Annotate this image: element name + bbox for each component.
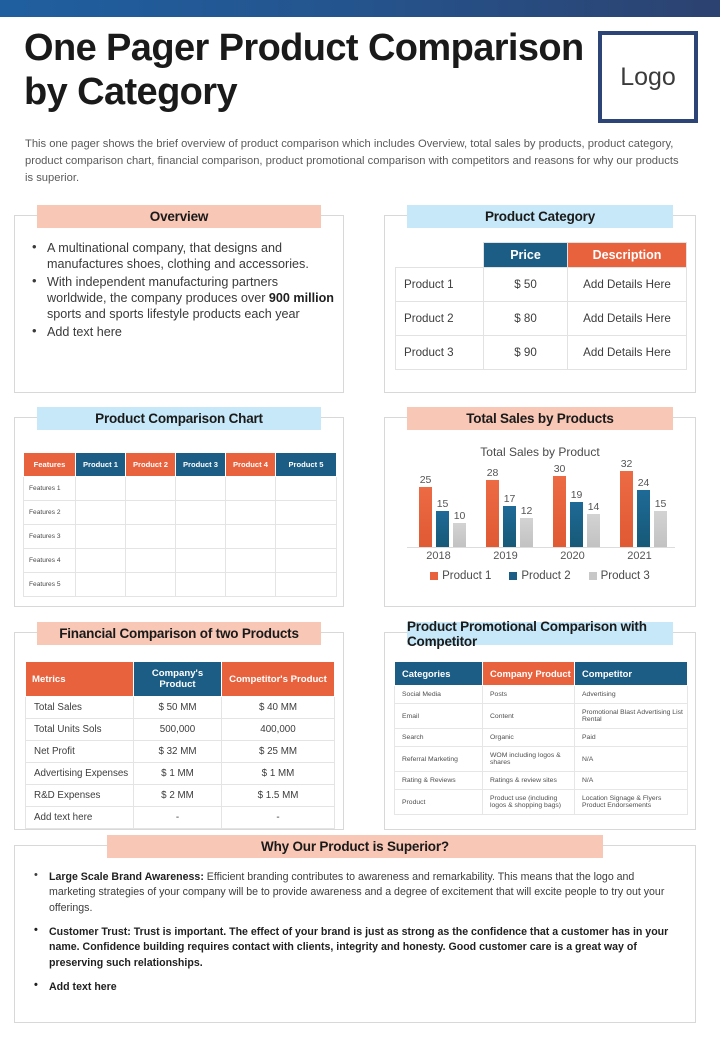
bar-product-1 <box>620 458 633 547</box>
bar-product-2 <box>637 477 650 547</box>
cell-category: Email <box>395 704 483 729</box>
bar-product-1 <box>486 467 499 547</box>
table-row <box>396 302 687 336</box>
cell-metric: Advertising Expenses <box>26 763 134 785</box>
header-cell-categories: Categories <box>395 662 483 686</box>
cell-metric: Total Sales <box>26 697 134 719</box>
cell-feature-label: Features 1 <box>24 477 76 501</box>
bar-value-label: 14 <box>587 501 600 513</box>
cell-empty <box>176 549 226 573</box>
bar-value-label: 15 <box>654 498 667 510</box>
legend-swatch <box>509 572 517 580</box>
product-category-section <box>384 209 696 393</box>
chart-x-axis <box>407 547 675 548</box>
overview-bullet-list <box>29 240 335 340</box>
cell-competitor: Advertising <box>575 686 688 704</box>
why-bullet-text: Add text here <box>49 981 117 994</box>
list-item <box>29 274 335 323</box>
cell-description: Add Details Here <box>568 302 687 336</box>
chart-legend <box>385 570 695 582</box>
cell-competitor: N/A <box>575 772 688 790</box>
bar-product-3 <box>587 501 600 547</box>
table-header-row <box>26 662 335 697</box>
overview-bullet-post: sports and sports lifestyle products each year <box>47 307 300 322</box>
cell-competitor-value: $ 40 MM <box>222 697 335 719</box>
table-row <box>26 807 335 829</box>
bar-product-3 <box>654 498 667 547</box>
cell-empty <box>176 573 226 597</box>
cell-competitor: N/A <box>575 747 688 772</box>
logo-label: Logo <box>620 62 676 91</box>
cell-product-name: Product 2 <box>396 302 484 336</box>
bar-value-label: 15 <box>436 498 449 510</box>
cell-competitor: Promotional Blast Advertising List Rental <box>575 704 688 729</box>
list-item <box>29 870 681 916</box>
cell-company-value: $ 32 MM <box>134 741 222 763</box>
chart-title: Total Sales by Product <box>480 445 600 459</box>
cell-company-value: $ 1 MM <box>134 763 222 785</box>
cell-empty <box>126 573 176 597</box>
bar-product-1 <box>553 463 566 547</box>
list-item <box>29 925 681 971</box>
logo-placeholder <box>598 31 698 123</box>
cell-empty <box>126 525 176 549</box>
legend-label: Product 1 <box>442 570 492 582</box>
cell-empty <box>76 501 126 525</box>
table-row <box>395 772 688 790</box>
product-comparison-heading: Product Comparison Chart <box>37 407 321 430</box>
cell-category: Referral Marketing <box>395 747 483 772</box>
header-cell-company-product: Company Product <box>483 662 575 686</box>
cell-competitor-value: $ 1 MM <box>222 763 335 785</box>
bar-value-label: 30 <box>553 463 566 475</box>
cell-feature-label: Features 4 <box>24 549 76 573</box>
header-cell-price: Price <box>484 243 568 268</box>
financial-comparison-table <box>25 661 335 829</box>
total-sales-heading: Total Sales by Products <box>407 407 673 430</box>
cell-empty <box>276 477 337 501</box>
x-tick-label: 2021 <box>627 550 652 562</box>
bar-chart-plot-area <box>407 458 675 547</box>
bar-product-2 <box>570 489 583 547</box>
cell-metric: Total Units Sols <box>26 719 134 741</box>
list-item <box>29 980 681 995</box>
cell-company-value: 500,000 <box>134 719 222 741</box>
table-row <box>26 785 335 807</box>
chart-x-tick-labels <box>407 550 675 566</box>
page-subtitle: This one pager shows the brief overview of product comparison which includes Overview, total sales by products, product category, product comparison chart, financial comparison, product promotional comparison with competitors and reasons for why our products is superior. <box>25 138 679 185</box>
bar-group <box>553 463 600 547</box>
cell-empty <box>226 501 276 525</box>
cell-price: $ 50 <box>484 268 568 302</box>
bar-value-label: 19 <box>570 489 583 501</box>
cell-competitor: Paid <box>575 729 688 747</box>
cell-price: $ 90 <box>484 336 568 370</box>
table-row <box>395 790 688 815</box>
page-header <box>0 17 720 187</box>
cell-empty <box>76 549 126 573</box>
cell-price: $ 80 <box>484 302 568 336</box>
cell-empty <box>176 501 226 525</box>
table-row <box>24 525 337 549</box>
product-comparison-table <box>23 452 337 597</box>
cell-company: WOM including logos & shares <box>483 747 575 772</box>
table-row <box>24 501 337 525</box>
cell-category: Product <box>395 790 483 815</box>
why-bullet-text: Customer Trust: Trust is important. The effect of your brand is just as strong as the confidence that a customer has in your name. Confidence building requires contact with clients, integrity and honesty. Good customer care is a great way of preserving such relationships. <box>49 926 669 969</box>
cell-metric: Add text here <box>26 807 134 829</box>
x-tick-label: 2020 <box>560 550 585 562</box>
cell-empty <box>226 573 276 597</box>
cell-empty <box>276 501 337 525</box>
cell-empty <box>176 477 226 501</box>
promotional-comparison-table <box>394 661 688 815</box>
header-cell-description: Description <box>568 243 687 268</box>
bar-group <box>620 458 667 547</box>
cell-empty <box>276 549 337 573</box>
promotional-comparison-heading: Product Promotional Comparison with Competitor <box>407 622 673 645</box>
table-row <box>26 741 335 763</box>
product-category-table <box>395 242 687 370</box>
legend-label: Product 3 <box>600 570 650 582</box>
cell-empty <box>276 525 337 549</box>
financial-comparison-heading: Financial Comparison of two Products <box>37 622 321 645</box>
cell-company: Posts <box>483 686 575 704</box>
header-cell-competitor-product: Competitor's Product <box>222 662 335 697</box>
cell-company: Organic <box>483 729 575 747</box>
cell-company: Ratings & review sites <box>483 772 575 790</box>
header-cell-company-product: Company's Product <box>134 662 222 697</box>
total-sales-section <box>384 411 696 607</box>
product-comparison-chart-section <box>14 411 344 607</box>
header-cell-blank <box>396 243 484 268</box>
cell-description: Add Details Here <box>568 268 687 302</box>
why-bullet-bold: Large Scale Brand Awareness: <box>49 871 204 883</box>
bar-group <box>486 466 533 547</box>
promotional-comparison-section <box>384 618 696 830</box>
table-row <box>24 477 337 501</box>
why-bullet-text: Efficient branding contributes to awareness and remarkability. This means that the logo and marketing strategies of your company will be to provide awareness and a degree of excitement that will excite people to try out your offerings. <box>49 871 665 914</box>
cell-product-name: Product 3 <box>396 336 484 370</box>
bar-value-label: 10 <box>453 510 466 522</box>
table-row <box>24 549 337 573</box>
table-header-row <box>395 662 688 686</box>
cell-product-name: Product 1 <box>396 268 484 302</box>
cell-company-value: $ 50 MM <box>134 697 222 719</box>
page-title: One Pager Product Comparison by Category <box>24 27 584 114</box>
header-cell-product-1: Product 1 <box>76 453 126 477</box>
why-superior-bullet-list <box>29 870 681 996</box>
cell-company-value: $ 2 MM <box>134 785 222 807</box>
financial-comparison-section <box>14 626 344 830</box>
list-item <box>29 324 335 340</box>
product-category-heading: Product Category <box>407 205 673 228</box>
cell-empty <box>226 549 276 573</box>
bar-product-3 <box>453 510 466 547</box>
cell-empty <box>226 477 276 501</box>
bar-value-label: 25 <box>419 474 432 486</box>
cell-category: Rating & Reviews <box>395 772 483 790</box>
table-header-row <box>396 243 687 268</box>
cell-competitor-value: $ 1.5 MM <box>222 785 335 807</box>
table-row <box>395 747 688 772</box>
cell-category: Search <box>395 729 483 747</box>
cell-description: Add Details Here <box>568 336 687 370</box>
bar-value-label: 17 <box>503 493 516 505</box>
bar-group <box>419 466 466 547</box>
header-cell-features: Features <box>24 453 76 477</box>
table-row <box>24 573 337 597</box>
cell-metric: R&D Expenses <box>26 785 134 807</box>
cell-empty <box>126 549 176 573</box>
overview-bullet-bold: 900 million <box>268 291 334 306</box>
bar-value-label: 12 <box>520 505 533 517</box>
cell-competitor: Location Signage & Flyers Product Endorsements <box>575 790 688 815</box>
header-cell-product-4: Product 4 <box>226 453 276 477</box>
cell-feature-label: Features 3 <box>24 525 76 549</box>
table-row <box>395 686 688 704</box>
cell-feature-label: Features 2 <box>24 501 76 525</box>
cell-empty <box>76 477 126 501</box>
cell-empty <box>126 477 176 501</box>
cell-company-value: - <box>134 807 222 829</box>
table-row <box>395 729 688 747</box>
header-cell-product-5: Product 5 <box>276 453 337 477</box>
bar-product-1 <box>419 474 432 547</box>
table-row <box>26 763 335 785</box>
header-cell-product-3: Product 3 <box>176 453 226 477</box>
cell-company: Product use (including logos & shopping bags) <box>483 790 575 815</box>
legend-item <box>430 570 491 582</box>
header-cell-product-2: Product 2 <box>126 453 176 477</box>
why-superior-heading: Why Our Product is Superior? <box>107 835 603 858</box>
legend-item <box>509 570 570 582</box>
x-tick-label: 2019 <box>493 550 518 562</box>
top-accent-bar <box>0 0 720 17</box>
list-item <box>29 240 335 273</box>
why-superior-section <box>14 839 696 1023</box>
cell-empty <box>276 573 337 597</box>
cell-competitor-value: $ 25 MM <box>222 741 335 763</box>
legend-swatch <box>430 572 438 580</box>
overview-section <box>14 209 344 393</box>
cell-empty <box>226 525 276 549</box>
bar-value-label: 24 <box>637 477 650 489</box>
cell-competitor-value: - <box>222 807 335 829</box>
overview-heading: Overview <box>37 205 321 228</box>
bar-value-label: 28 <box>486 467 499 479</box>
legend-swatch <box>589 572 597 580</box>
bar-product-2 <box>436 498 449 547</box>
bar-value-label: 32 <box>620 458 633 470</box>
cell-metric: Net Profit <box>26 741 134 763</box>
table-row <box>396 268 687 302</box>
overview-bullet-text: A multinational company, that designs and manufactures shoes, clothing and accessories. <box>47 241 309 272</box>
bar-product-2 <box>503 493 516 547</box>
bar-product-3 <box>520 505 533 547</box>
cell-feature-label: Features 5 <box>24 573 76 597</box>
cell-company: Content <box>483 704 575 729</box>
overview-bullet-text: Add text here <box>47 324 122 339</box>
x-tick-label: 2018 <box>426 550 451 562</box>
header-cell-competitor: Competitor <box>575 662 688 686</box>
table-row <box>26 697 335 719</box>
cell-empty <box>76 525 126 549</box>
cell-competitor-value: 400,000 <box>222 719 335 741</box>
header-cell-metrics: Metrics <box>26 662 134 697</box>
cell-category: Social Media <box>395 686 483 704</box>
table-row <box>396 336 687 370</box>
table-row <box>26 719 335 741</box>
cell-empty <box>176 525 226 549</box>
overview-bullet-pre: With independent manufacturing partners worldwide, the company produces over <box>47 274 279 306</box>
legend-label: Product 2 <box>521 570 571 582</box>
cell-empty <box>126 501 176 525</box>
cell-empty <box>76 573 126 597</box>
table-row <box>395 704 688 729</box>
legend-item <box>589 570 650 582</box>
table-header-row <box>24 453 337 477</box>
